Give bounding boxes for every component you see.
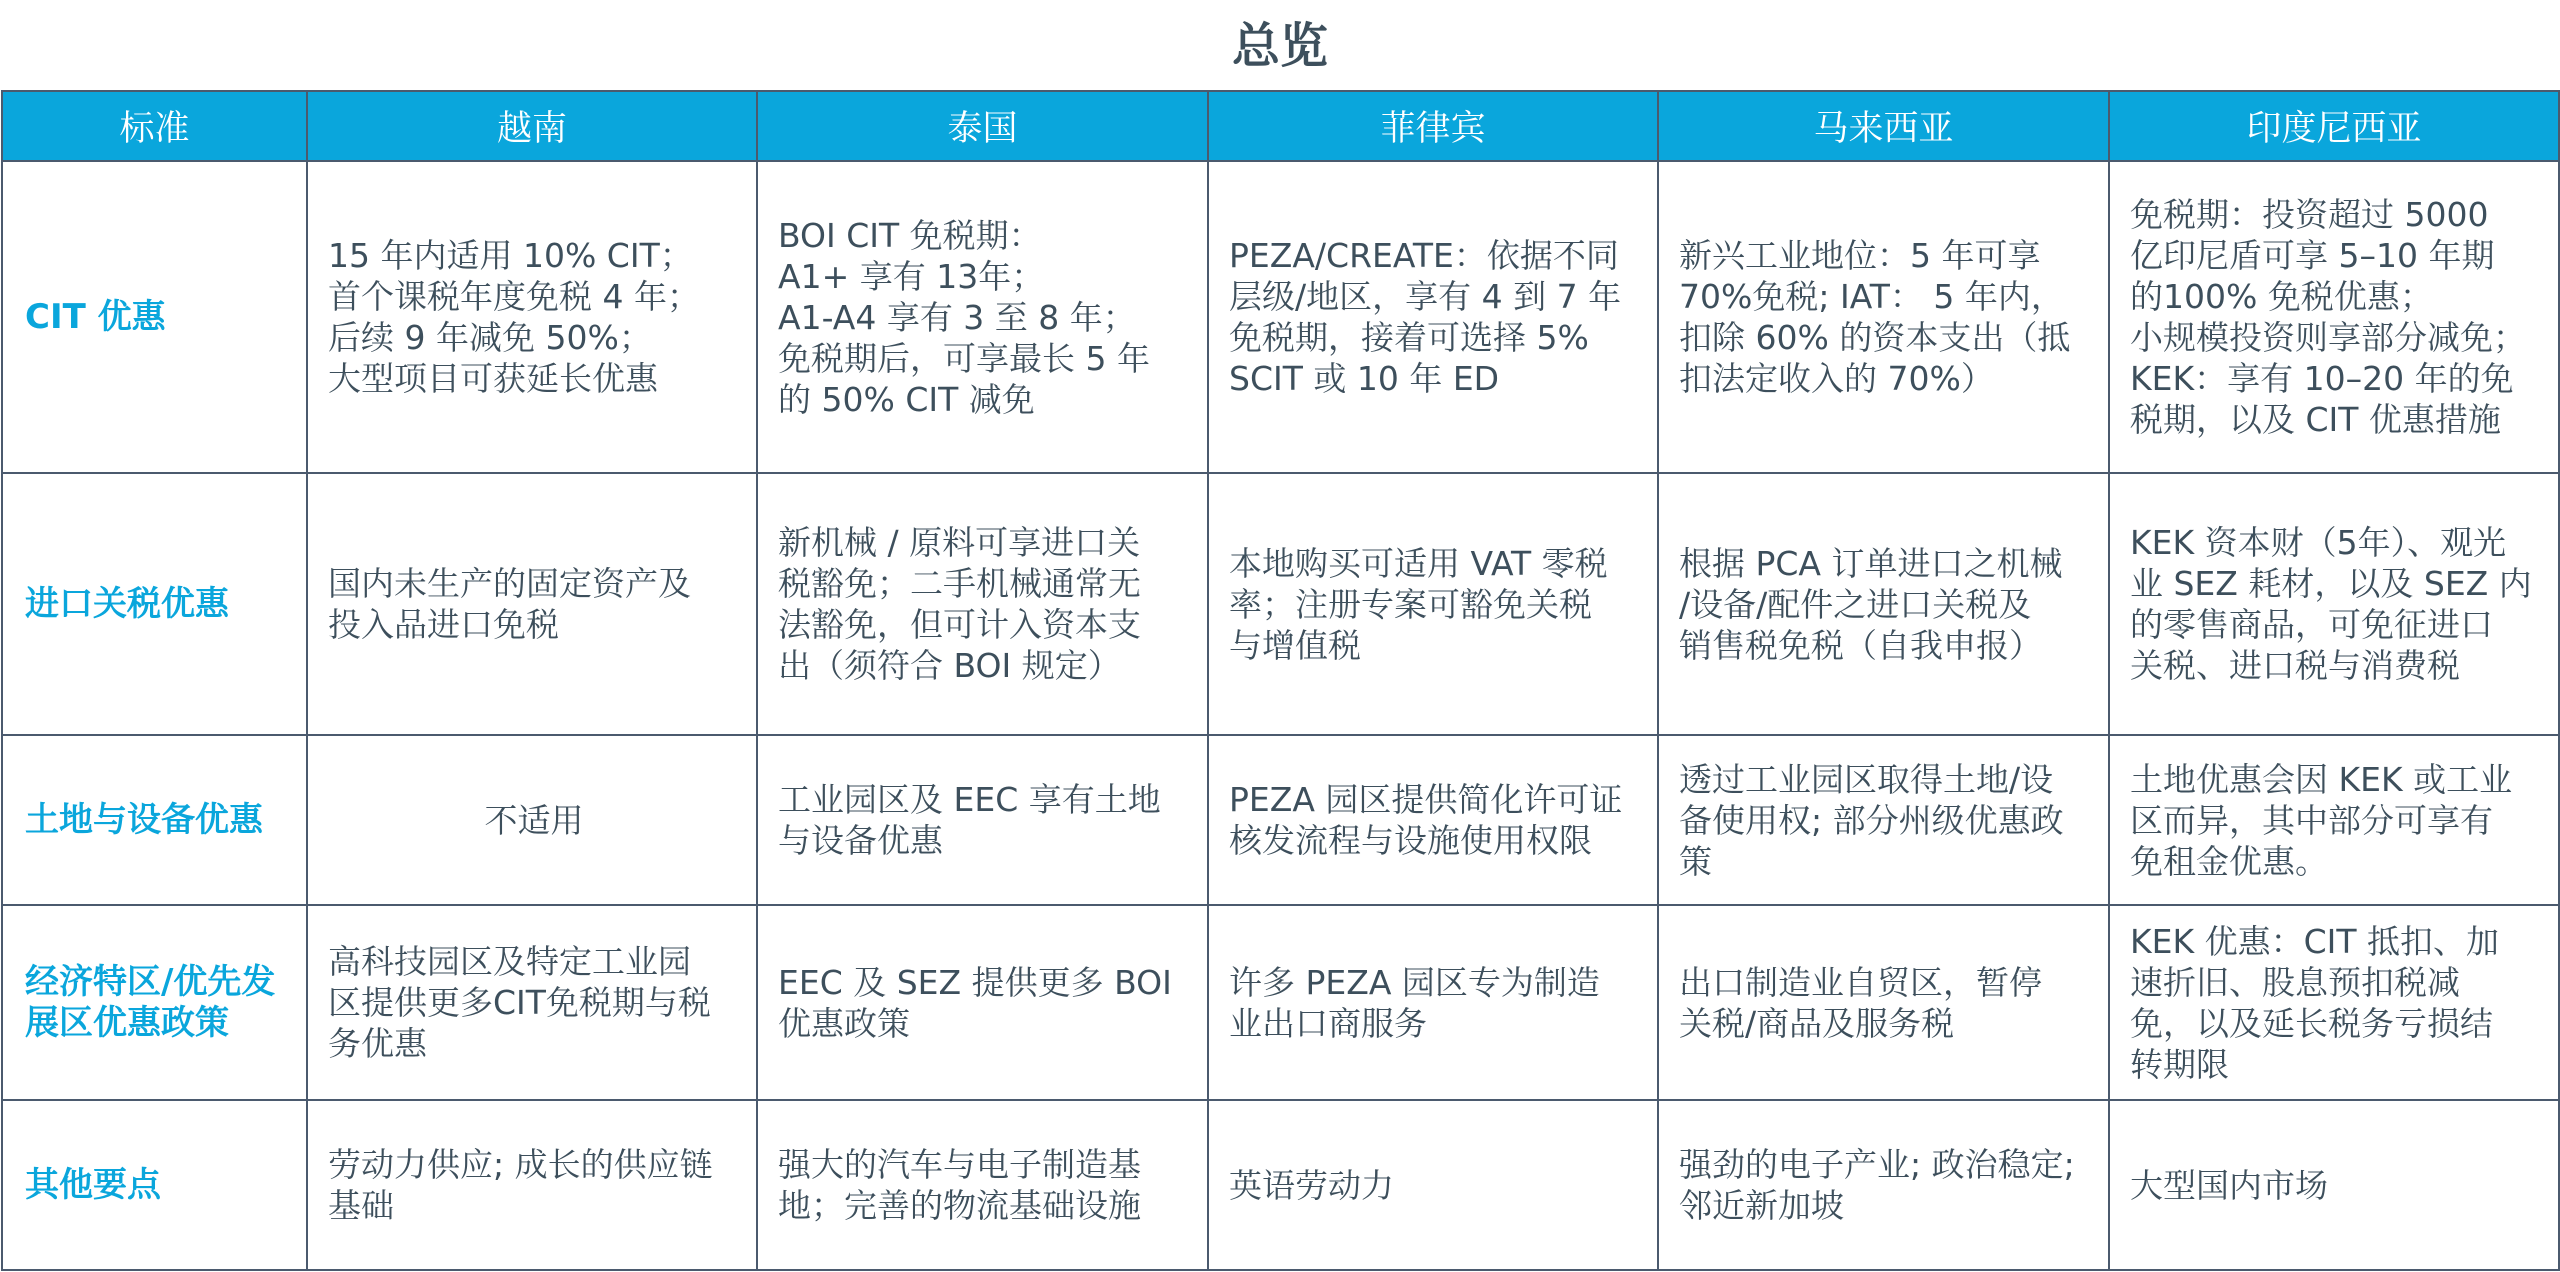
header-malaysia: 马来西亚 [1658,91,2109,161]
header-indonesia: 印度尼西亚 [2109,91,2559,161]
cell-philippines: PEZA 园区提供简化许可证 核发流程与设施使用权限 [1208,735,1658,905]
table-row-sez [2,905,2559,1100]
cell-vietnam: 劳动力供应; 成长的供应链 基础 [307,1100,757,1270]
table-row-land-equipment [2,735,2559,905]
cell-vietnam: 高科技园区及特定工业园 区提供更多CIT免税期与税 务优惠 [307,905,757,1100]
header-criteria: 标准 [2,91,307,161]
cell-philippines: 许多 PEZA 园区专为制造 业出口商服务 [1208,905,1658,1100]
cell-malaysia: 强劲的电子产业; 政治稳定; 邻近新加坡 [1658,1100,2109,1270]
header-thailand: 泰国 [757,91,1208,161]
row-label: 经济特区/优先发 展区优惠政策 [2,905,307,1100]
cell-thailand: 强大的汽车与电子制造基 地；完善的物流基础设施 [757,1100,1208,1270]
cell-indonesia: 土地优惠会因 KEK 或工业 区而异，其中部分可享有 免租金优惠。 [2109,735,2559,905]
table-row-cit [2,161,2559,473]
cell-malaysia: 新兴工业地位：5 年可享 70%免税; IAT： 5 年内， 扣除 60% 的资本支出（抵 扣法定收入的 70%） [1658,161,2109,473]
table-row-other [2,1100,2559,1270]
header-vietnam: 越南 [307,91,757,161]
cell-indonesia: 大型国内市场 [2109,1100,2559,1270]
overview-table [1,90,2560,1271]
cell-malaysia: 根据 PCA 订单进口之机械 /设备/配件之进口关税及 销售税免税（自我申报） [1658,473,2109,735]
cell-indonesia: KEK 优惠：CIT 抵扣、加 速折旧、股息预扣税减 免，以及延长税务亏损结 转期限 [2109,905,2559,1100]
cell-philippines: 英语劳动力 [1208,1100,1658,1270]
cell-philippines: 本地购买可适用 VAT 零税 率；注册专案可豁免关税 与增值税 [1208,473,1658,735]
table-row-import-duty [2,473,2559,735]
row-label: 土地与设备优惠 [2,735,307,905]
cell-malaysia: 出口制造业自贸区，暂停 关税/商品及服务税 [1658,905,2109,1100]
row-label: 进口关税优惠 [2,473,307,735]
cell-indonesia: KEK 资本财（5年）、观光 业 SEZ 耗材，以及 SEZ 内 的零售商品，可免征进口 关税、进口税与消费税 [2109,473,2559,735]
row-label: 其他要点 [2,1100,307,1270]
cell-vietnam: 15 年内适用 10% CIT； 首个课税年度免税 4 年； 后续 9 年减免 50%； 大型项目可获延长优惠 [307,161,757,473]
cell-thailand: BOI CIT 免税期： A1+ 享有 13年； A1-A4 享有 3 至 8 年； 免税期后，可享最长 5 年 的 50% CIT 减免 [757,161,1208,473]
cell-thailand: EEC 及 SEZ 提供更多 BOI 优惠政策 [757,905,1208,1100]
cell-vietnam: 国内未生产的固定资产及 投入品进口免税 [307,473,757,735]
header-philippines: 菲律宾 [1208,91,1658,161]
cell-philippines: PEZA/CREATE：依据不同 层级/地区，享有 4 到 7 年 免税期，接着可选择 5% SCIT 或 10 年 ED [1208,161,1658,473]
cell-vietnam: 不适用 [307,735,757,905]
page-title: 总览 [1231,18,1328,74]
cell-thailand: 工业园区及 EEC 享有土地 与设备优惠 [757,735,1208,905]
header-row [2,91,2559,161]
cell-malaysia: 透过工业园区取得土地/设 备使用权; 部分州级优惠政 策 [1658,735,2109,905]
cell-indonesia: 免税期：投资超过 5000 亿印尼盾可享 5–10 年期 的100% 免税优惠； 小规模投资则享部分减免； KEK：享有 10–20 年的免 税期，以及 CIT 优惠措施 [2109,161,2559,473]
cell-thailand: 新机械 / 原料可享进口关 税豁免；二手机械通常无 法豁免，但可计入资本支 出（须符合 BOI 规定） [757,473,1208,735]
row-label: CIT 优惠 [2,161,307,473]
